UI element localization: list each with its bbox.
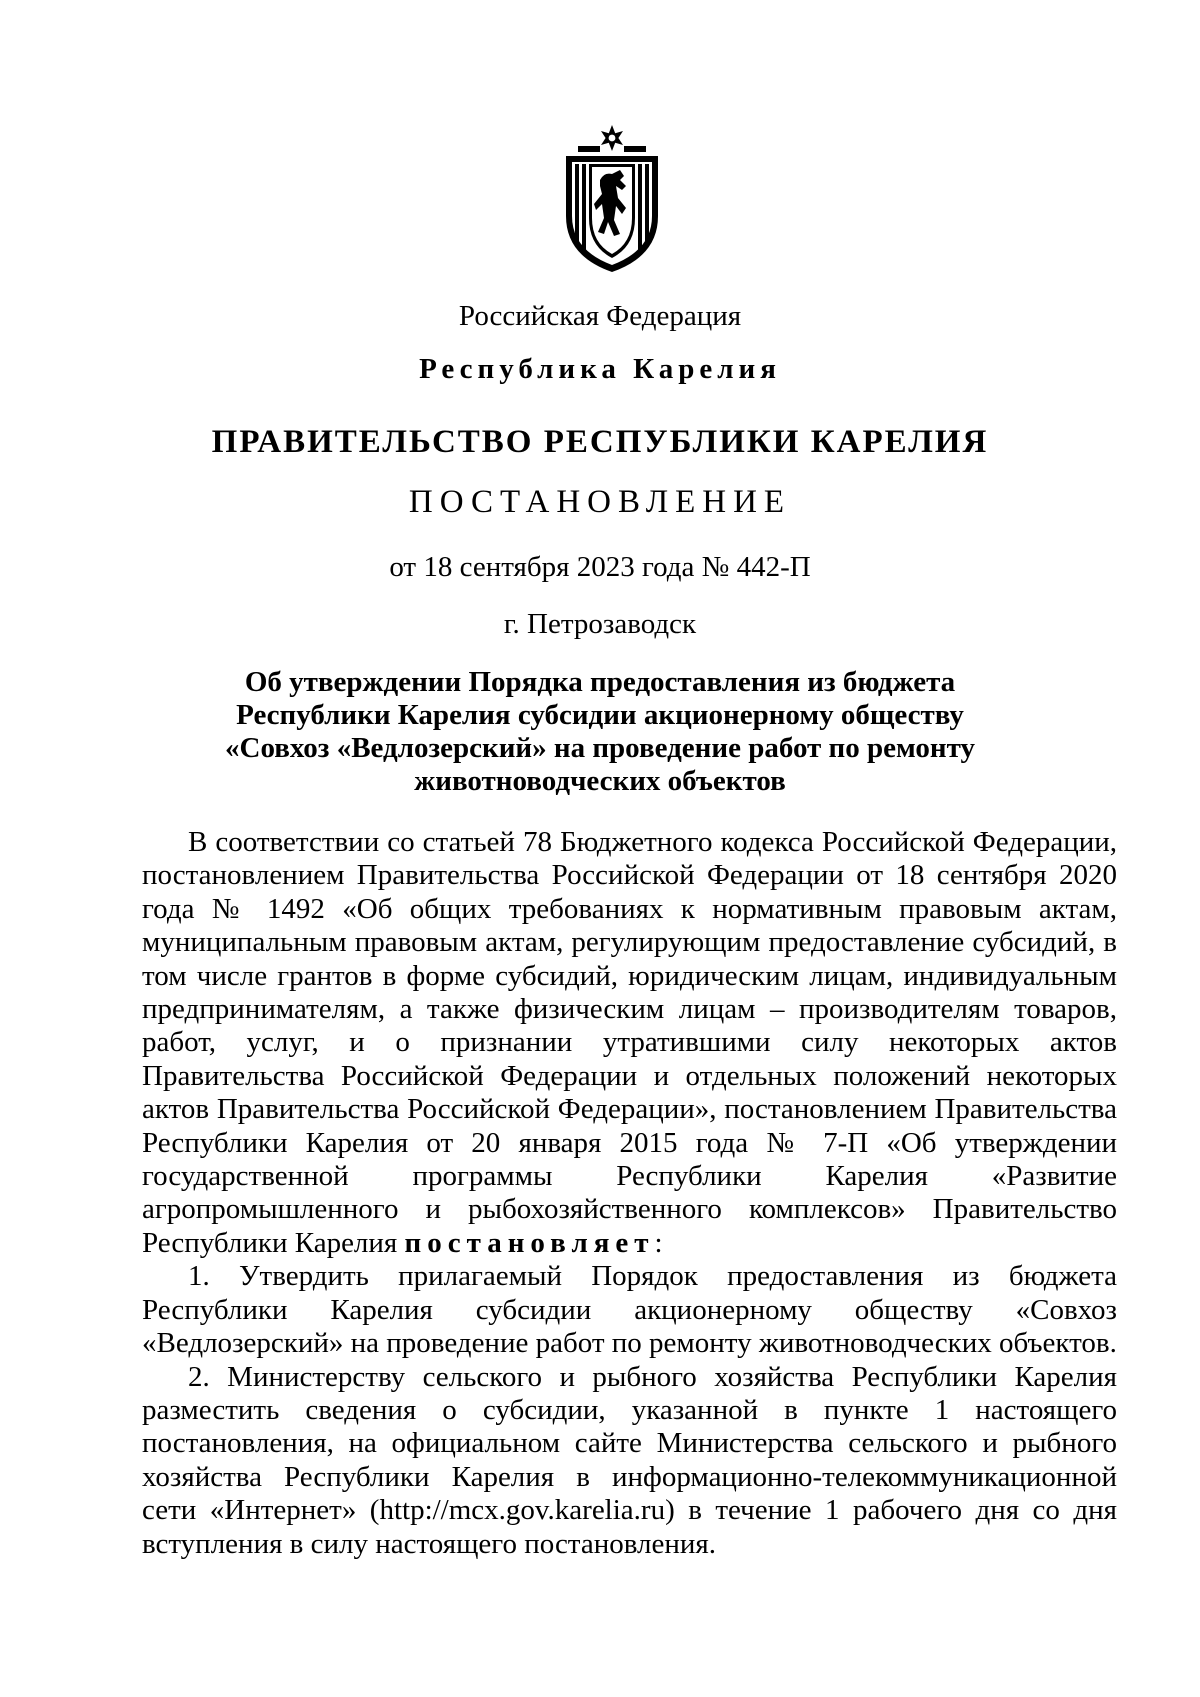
karelia-coat-of-arms-icon (560, 124, 664, 274)
document-city: г. Петрозаводск (503, 608, 697, 640)
republic-name: Республика Карелия (419, 353, 781, 385)
title-line: «Совхоз «Ведлозерский» на проведение работ по ремонту (225, 732, 975, 764)
country-name: Российская Федерация (458, 300, 742, 332)
document-body (142, 826, 1117, 1561)
document-date-number: от 18 сентября 2023 года № 442-П (389, 551, 811, 583)
decree-word: постановляет (404, 1226, 655, 1259)
government-name: ПРАВИТЕЛЬСТВО РЕСПУБЛИКИ КАРЕЛИЯ (211, 424, 989, 460)
decree-colon: : (654, 1226, 663, 1259)
title-line: животноводческих объектов (414, 765, 786, 797)
clause-1: 1. Утвердить прилагаемый Порядок предоставления из бюджета Республики Карелия субсидии акционерному обществу «Совхоз «Ведлозерский» на проведение работ по ремонту животноводческих объектов. (142, 1260, 1117, 1360)
preamble-paragraph (142, 826, 1117, 1260)
title-line: Республики Карелия субсидии акционерному обществу (236, 699, 964, 731)
title-line: Об утверждении Порядка предоставления из бюджета (244, 666, 956, 698)
preamble-text: В соответствии со статьей 78 Бюджетного кодекса Российской Федерации, постановлением Правительства Российской Федерации от 18 сентября 2020 года № 1492 «Об общих требованиях к нормативным правовым актам, муниципальным правовым актам, регулирующим предоставление субсидий, в том числе грантов в форме субсидий, юридическим лицам, индивидуальным предпринимателям, а также физическим лицам – производителям товаров, работ, услуг, и о признании утратившими силу некоторых актов Правительства Российской Федерации и отдельных положений некоторых актов Правительства Российской Федерации», постановлением Правительства Республики Карелия от 20 января 2015 года № 7-П «Об утверждении государственной программы Республики Карелия «Развитие агропромышленного и рыбохозяйственного комплексов» Правительство Республики Карелия (142, 826, 1117, 1259)
document-title (0, 666, 1200, 798)
document-type: ПОСТАНОВЛЕНИЕ (408, 484, 792, 520)
clause-2: 2. Министерству сельского и рыбного хозяйства Республики Карелия разместить сведения о субсидии, указанной в пункте 1 настоящего постановления, на официальном сайте Министерства сельского и рыбного хозяйства Республики Карелия в информационно-телекоммуникационной сети «Интернет» (http://mcx.gov.karelia.ru) в течение 1 рабочего дня со дня вступления в силу настоящего постановления. (142, 1360, 1117, 1560)
